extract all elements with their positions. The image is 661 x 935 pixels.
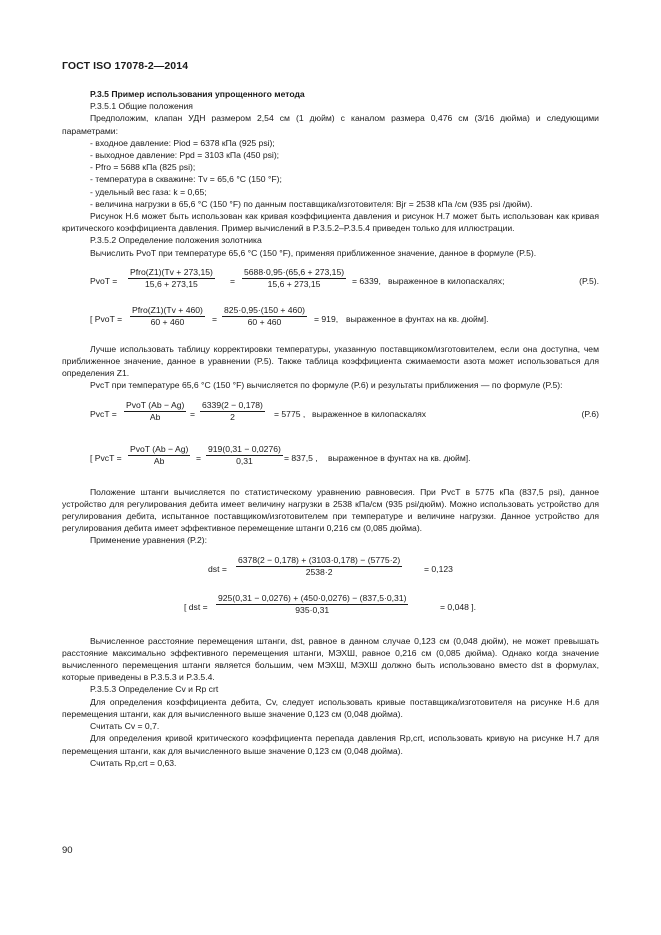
- paragraph: Предположим, клапан УДН размером 2,54 см (1 дюйм) с каналом размера 0,476 см (3/16 дюйма) и следующими параметрами:: [62, 113, 599, 136]
- paragraph: Считать Rp,crt = 0,63.: [90, 757, 177, 768]
- subsection-heading: P.3.5.3 Определение Cv и Rp crt: [90, 684, 219, 695]
- eq-fraction: $\frac{925(0,31 - 0,0276) + (450\cdot 0,0276) - (837,5\cdot 0,31)}{935\cdot 0,31}$: [218, 592, 407, 615]
- eq-lhs: PvoT =: [90, 275, 118, 286]
- document-header: ГОСТ ISO 17078-2—2014: [62, 60, 189, 72]
- equation-p6: PvcT = $\frac{\text{PvoT (Ab − Ag)}}{Ab}$ = $\frac{6339(2 - 0,178)}{2}$ = 5775 , выраженное в килопаскалях (P.6): [90, 399, 599, 422]
- eq-fraction: $\frac{\text{Pfro(Z1)(Tv + 460)}}{60 + 460}$: [132, 304, 203, 327]
- paragraph: Применение уравнения (P.2):: [90, 535, 208, 546]
- eq-fraction: $\frac{5688\cdot 0,95\cdot(65,6 + 273,15)}{15,6 + 273,15}$: [244, 266, 345, 289]
- paragraph: PvcT при температуре 65,6 °C (150 °F) вычисляется по формуле (P.6) и результаты приближения — по формуле (P.5):: [90, 380, 563, 391]
- paragraph: Вычислить PvoT при температуре 65,6 °C (150 °F), применяя приближенное значение, данное в формуле (P.5).: [90, 247, 537, 258]
- eq-fraction: $\frac{\text{Pfro(Z1)(Tv + 273,15)}}{15,6 + 273,15}$: [130, 266, 213, 289]
- param-item: - Pfro = 5688 кПа (825 psi);: [90, 162, 196, 173]
- eq-fraction: $\frac{\text{PvoT (Ab − Ag)}}{Ab}$: [126, 399, 185, 422]
- param-item: - величина нагрузки в 65,6 °C (150 °F) по данным поставщика/изготовителя: Bjr = 2538 кПа /см (935 psi /дюйм).: [90, 198, 533, 209]
- subsection-heading: P.3.5.2 Определение положения золотника: [90, 235, 262, 246]
- equation-dst: dst = $\frac{6378(2 - 0,178) + (3103\cdot 0,178) - (5775\cdot 2)}{2538\cdot 2}$ = 0,123: [208, 554, 453, 577]
- page-number: 90: [62, 845, 73, 856]
- eq-fraction: $\frac{825\cdot 0,95\cdot(150 + 460)}{60 + 460}$: [224, 304, 305, 327]
- paragraph: Считать Cv = 0,7.: [90, 721, 160, 732]
- equation-dst-imperial: [ dst = $\frac{925(0,31 - 0,0276) + (450\cdot 0,0276) - (837,5\cdot 0,31)}{935\cdot 0,31}$ = 0,048 ].: [184, 592, 477, 615]
- equation-p6-imperial: [ PvcT = $\frac{\text{PvoT (Ab − Ag)}}{Ab}$ = $\frac{919(0,31 - 0,0276)}{0,31}$ = 837,5 , выраженное в фунтах на кв. дюйм].: [90, 443, 471, 466]
- paragraph: Для определения кривой критического коэффициента перепада давления Rp,crt, использовать кривую на рисунке H.7 для перемещения штанги, как для вычисленного выше значение 0,123 см (0,048 дюйма).: [62, 733, 599, 756]
- eq-fraction: $\frac{919(0,31 - 0,0276)}{0,31}$: [208, 443, 281, 466]
- section-title: P.3.5 Пример использования упрощенного метода: [90, 89, 305, 99]
- eq-fraction: $\frac{\text{PvoT (Ab − Ag)}}{Ab}$: [130, 443, 189, 466]
- equation-p5-imperial: [ PvoT = $\frac{\text{Pfro(Z1)(Tv + 460)}}{60 + 460}$ = $\frac{825\cdot 0,95\cdot(150 + 460)}{60 + 460}$ = 919, выраженное в фунтах на кв. дюйм].: [90, 304, 489, 327]
- eq-result: = 6339,: [352, 275, 381, 286]
- equation-p5: PvoT = $\frac{\text{Pfro(Z1)(Tv + 273,15)}}{15,6 + 273,15}$ = $\frac{5688\cdot 0,95\cdot(65,6 + 273,15)}{15,6 + 273,15}$ = 6339, выраженное в килопаскалях; (P.5).: [90, 266, 599, 289]
- param-item: - выходное давление: Ppd = 3103 кПа (450 psi);: [90, 150, 280, 161]
- paragraph: Лучше использовать таблицу корректировки температуры, указанную поставщиком/изготовителем, если она доступна, чем приближенное значение, данное в уравнении (P.5). Также таблица коэффициента сжимаемости азота может использоваться для определения Z1.: [62, 343, 599, 379]
- equation-number: (P.6): [581, 408, 599, 419]
- subsection-heading: P.3.5.1 Общие положения: [90, 101, 193, 112]
- equation-number: (P.5).: [579, 275, 599, 286]
- eq-note: выраженное в килопаскалях;: [388, 275, 505, 286]
- document-body: [62, 88, 599, 769]
- paragraph: Положение штанги вычисляется по статистическому уравнению равновесия. При PvcT в 5775 кПа (837,5 psi), данное устройство для регулирования дебита имеет величину нагрузки в 2538 кПа/см (935 psi/дюйм). Можно использовать устройство для регулирования дебита, испытанное поставщиком/изготовителем при температуре и величине нагрузки. Данное устройство для регулирования дебита имеет эффективное перемещение штанги 0,216 см (0,085 дюйма).: [62, 486, 599, 534]
- paragraph: Вычисленное расстояние перемещения штанги, dst, равное в данном случае 0,123 см (0,048 дюйм), не может превышать расстояние максимально эффективного перемещения штанги, МЭХШ, равное 0,216 см (0,085 дюйма). Однако когда значение вычисленного перемещения штанги является большим, чем МЭХШ, МЭХШ должно быть использовано вместо dst в формулах, которые приведены в P.3.5.3 и P.3.5.4.: [62, 635, 599, 683]
- param-item: - температура в скважине: Tv = 65,6 °C (150 °F);: [90, 174, 282, 185]
- eq-fraction: $\frac{6378(2 - 0,178) + (3103\cdot 0,178) - (5775\cdot 2)}{2538\cdot 2}$: [238, 554, 401, 577]
- paragraph: Рисунок H.6 может быть использован как кривая коэффициента давления и рисунок H.7 может быть использован как кривая критического коэффициента давления. Пример вычислений в P.3.5.2–P.3.5.4 приведен только для иллюстрации.: [62, 211, 599, 234]
- eq-fraction: $\frac{6339(2 - 0,178)}{2}$: [202, 399, 263, 422]
- param-item: - удельный вес газа: k = 0,65;: [90, 186, 207, 197]
- param-item: - входное давление: Piod = 6378 кПа (925 psi);: [90, 137, 275, 148]
- paragraph: Для определения коэффициента дебита, Cv, следует использовать кривые поставщика/изготовителя на рисунке H.6 для перемещения штанги, как для вычисленного выше значение 0,123 см (0,048 дюйма).: [62, 696, 599, 719]
